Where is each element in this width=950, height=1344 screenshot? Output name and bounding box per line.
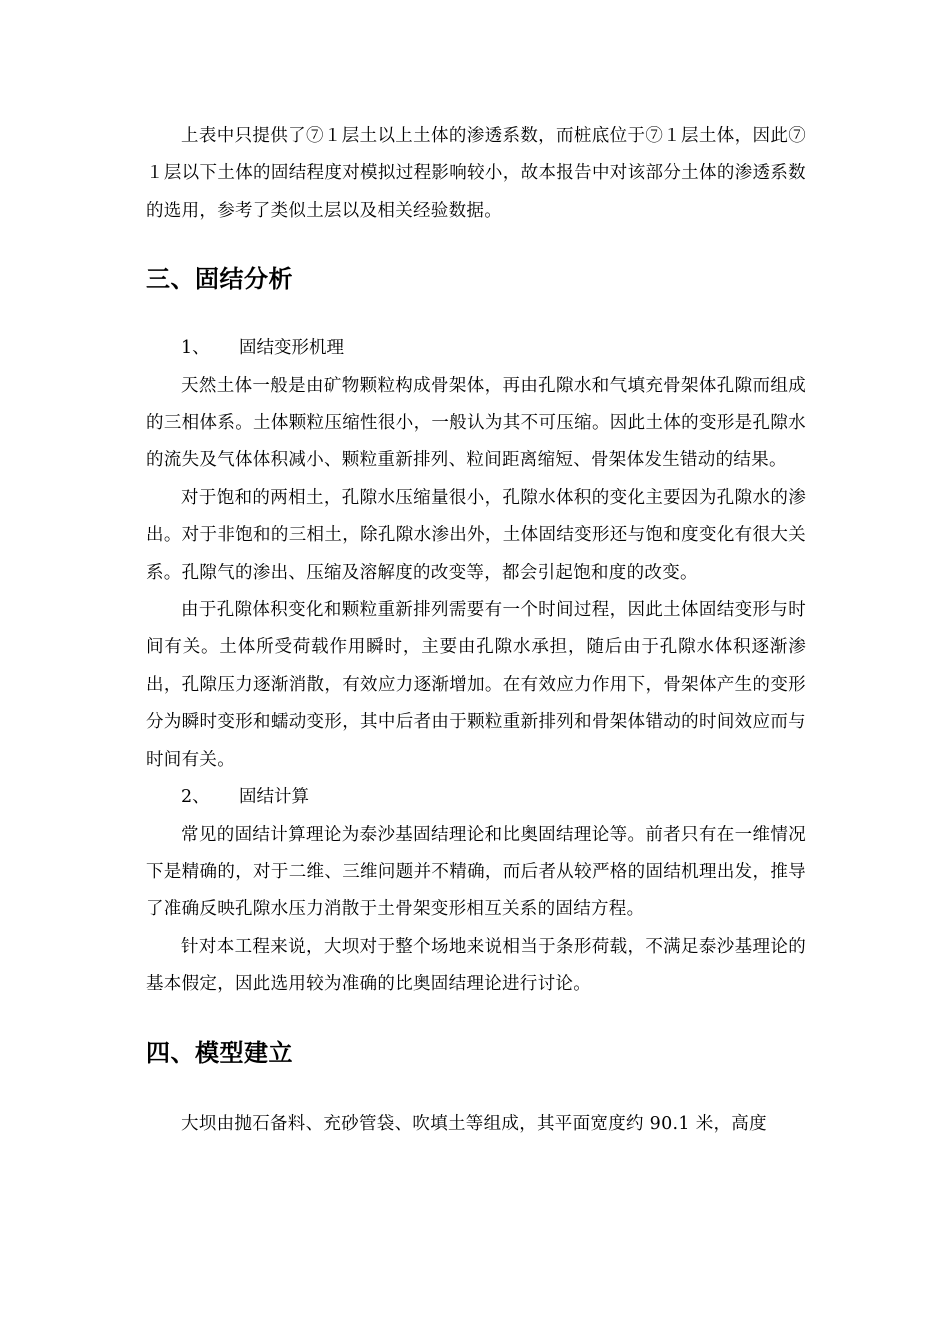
list-item-number: 2、 bbox=[181, 787, 210, 808]
list-item-number: 1、 bbox=[181, 338, 210, 359]
list-item-label: 固结变形机理 bbox=[239, 338, 344, 359]
heading-consolidation-analysis: 三、固结分析 bbox=[146, 265, 293, 294]
paragraph-time-effect: 由于孔隙体积变化和颗粒重新排列需要有一个时间过程，因此土体固结变形与时间有关。土体所受荷载作用瞬时，主要由孔隙水承担，随后由于孔隙水体积逐渐渗出，孔隙压力逐渐消散，有效应力逐渐增加。在有效应力作用下，骨架体产生的变形分为瞬时变形和蠕动变形，其中后者由于颗粒重新排列和骨架体错动的时间效应而与时间有关。 bbox=[146, 600, 806, 770]
list-item-label: 固结计算 bbox=[239, 787, 309, 808]
list-item-deformation-mechanism bbox=[146, 330, 806, 367]
document-page bbox=[146, 118, 806, 1143]
paragraph-dam-description: 大坝由抛石备料、充砂管袋、吹填土等组成，其平面宽度约 90.1 米，高度 bbox=[181, 1113, 767, 1134]
paragraph-permeability-note: 上表中只提供了⑦１层土以上土体的渗透系数，而桩底位于⑦１层土体，因此⑦１层以下土体的固结程度对模拟过程影响较小，故本报告中对该部分土体的渗透系数的选用，参考了类似土层以及相关经验数据。 bbox=[146, 126, 806, 221]
paragraph-biot-selection: 针对本工程来说，大坝对于整个场地来说相当于条形荷载，不满足泰沙基理论的基本假定，因此选用较为准确的比奥固结理论进行讨论。 bbox=[146, 936, 806, 995]
list-item-consolidation-calculation bbox=[146, 779, 806, 816]
paragraph-consolidation-theories: 常见的固结计算理论为泰沙基固结理论和比奥固结理论等。前者只有在一维情况下是精确的，对于二维、三维问题并不精确，而后者从较严格的固结机理出发，推导了准确反映孔隙水压力消散于土骨架变形相互关系的固结方程。 bbox=[146, 824, 806, 920]
paragraph-saturated-soil: 对于饱和的两相土，孔隙水压缩量很小，孔隙水体积的变化主要因为孔隙水的渗出。对于非饱和的三相土，除孔隙水渗出外，土体固结变形还与饱和度变化有很大关系。孔隙气的渗出、压缩及溶解度的改变等，都会引起饱和度的改变。 bbox=[146, 487, 806, 583]
heading-model-setup: 四、模型建立 bbox=[146, 1038, 293, 1067]
paragraph-soil-composition: 天然土体一般是由矿物颗粒构成骨架体，再由孔隙水和气填充骨架体孔隙而组成的三相体系。土体颗粒压缩性很小，一般认为其不可压缩。因此土体的变形是孔隙水的流失及气体体积减小、颗粒重新排列、粒间距离缩短、骨架体发生错动的结果。 bbox=[146, 375, 806, 471]
